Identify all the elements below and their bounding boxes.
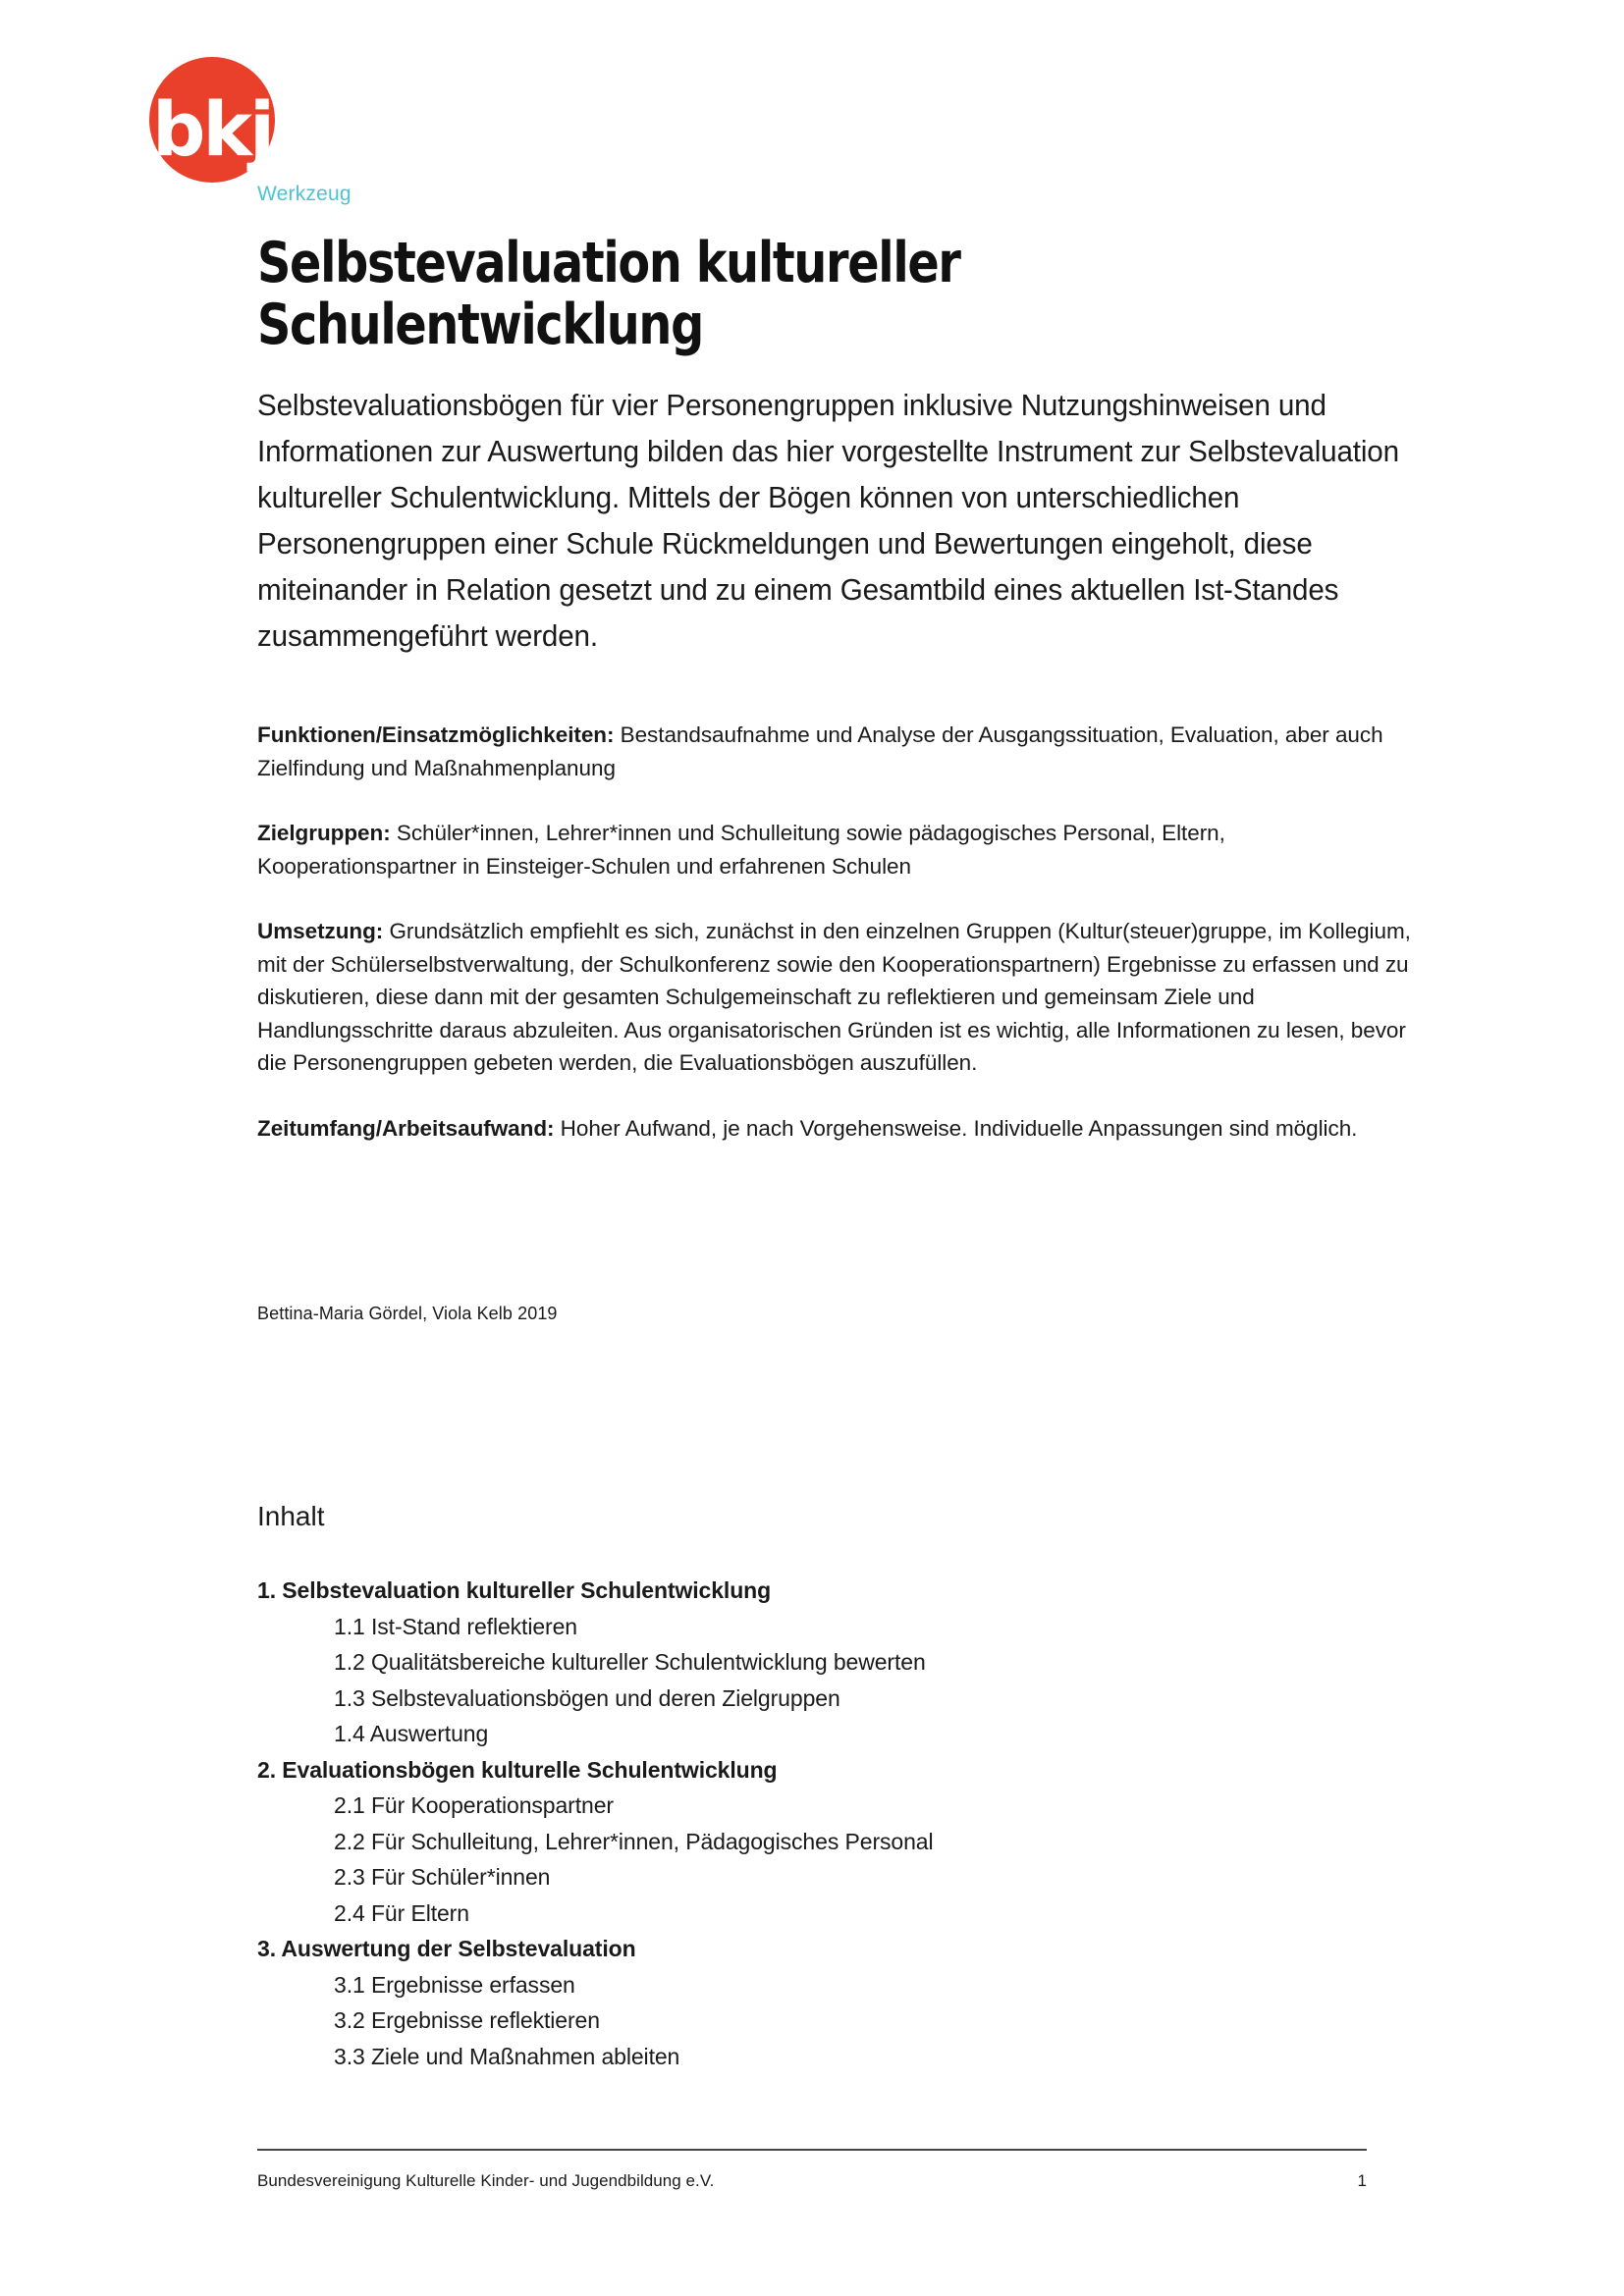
toc-heading: Inhalt <box>257 1501 325 1531</box>
meta-block <box>257 719 1416 784</box>
meta-block-label: Zielgruppen: <box>257 821 391 845</box>
toc-entry-level1[interactable]: 1. Selbstevaluation kultureller Schulentwicklung <box>257 1577 772 1603</box>
toc-entry-level1[interactable]: 2. Evaluationsbögen kulturelle Schulentwicklung <box>257 1756 778 1783</box>
logo-sublabel: Werkzeug <box>257 183 352 205</box>
meta-block-text: Schüler*innen, Lehrer*innen und Schulleitung sowie pädagogisches Personal, Eltern, Kooperationspartner in Einsteiger-Schulen und erfahrenen Schulen <box>257 821 1225 879</box>
footer-divider <box>257 2149 1367 2151</box>
table-of-contents <box>257 1573 1337 2074</box>
toc-entry-level2[interactable]: 2.3 Für Schüler*innen <box>334 1864 551 1890</box>
footer-page-number: 1 <box>1357 2171 1367 2190</box>
toc-entry-level2[interactable]: 3.3 Ziele und Maßnahmen ableiten <box>334 2043 680 2069</box>
meta-block-list <box>257 719 1416 1177</box>
meta-block <box>257 915 1416 1080</box>
logo-wordmark: bkj <box>152 86 272 173</box>
meta-block-label: Umsetzung: <box>257 919 384 943</box>
meta-block-label: Funktionen/Einsatzmöglichkeiten: <box>257 722 615 747</box>
meta-block-text: Hoher Aufwand, je nach Vorgehensweise. Individuelle Anpassungen sind möglich. <box>554 1115 1358 1141</box>
author-credit: Bettina-Maria Gördel, Viola Kelb 2019 <box>257 1304 558 1323</box>
meta-block <box>257 1112 1416 1146</box>
lead-paragraph: Selbstevaluationsbögen für vier Personengruppen inklusive Nutzungshinweisen und Informationen zur Auswertung bilden das hier vorgestellte Instrument zur Selbstevaluation kultureller Schulentwicklung. Mittels der Bögen können von unterschiedlichen Personengruppen einer Schule Rückmeldungen und Bewertungen eingeholt, diese miteinander in Relation gesetzt und zu einem Gesamtbild eines aktuellen Ist-Standes zusammengeführt werden. <box>257 389 1399 653</box>
meta-block-text: Grundsätzlich empfiehlt es sich, zunächst in den einzelnen Gruppen (Kultur(steuer)gruppe, im Kollegium, mit der Schülerselbstverwaltung, der Schulkonferenz sowie den Kooperationspartnern) Ergebnisse zu erfassen und zu diskutieren, diese dann mit der gesamten Schulgemeinschaft zu reflektieren und gemeinsam Ziele und Handlungsschritte daraus abzuleiten. Aus organisatorischen Gründen ist es wichtig, alle Informationen zu lesen, bevor die Personengruppen gebeten werden, die Evaluationsbögen auszufüllen. <box>257 919 1411 1075</box>
toc-entry-level2[interactable]: 3.1 Ergebnisse erfassen <box>334 1971 575 1998</box>
toc-entry-level2[interactable]: 1.3 Selbstevaluationsbögen und deren Zielgruppen <box>334 1684 840 1711</box>
toc-entry-level2[interactable]: 3.2 Ergebnisse reflektieren <box>334 2007 600 2033</box>
meta-block-text: Bestandsaufnahme und Analyse der Ausgangssituation, Evaluation, aber auch Zielfindung und Maßnahmenplanung <box>257 722 1383 780</box>
bkj-logo <box>149 57 562 205</box>
toc-entry-level2[interactable]: 2.1 Für Kooperationspartner <box>334 1792 614 1818</box>
toc-entry-level2[interactable]: 1.2 Qualitätsbereiche kultureller Schulentwicklung bewerten <box>334 1649 926 1675</box>
toc-entry-level2[interactable]: 1.1 Ist-Stand reflektieren <box>334 1613 577 1639</box>
toc-entry-level1[interactable]: 3. Auswertung der Selbstevaluation <box>257 1936 636 1961</box>
page-title: Selbstevaluation kultureller Schulentwicklung <box>257 231 960 357</box>
toc-entry-level2[interactable]: 2.4 Für Eltern <box>334 1899 469 1926</box>
footer-organisation: Bundesvereinigung Kulturelle Kinder- und Jugendbildung e.V. <box>257 2171 715 2190</box>
meta-block-label: Zeitumfang/Arbeitsaufwand: <box>257 1115 555 1141</box>
toc-entry-level2[interactable]: 2.2 Für Schulleitung, Lehrer*innen, Pädagogisches Personal <box>334 1828 934 1854</box>
page-footer <box>257 2168 1367 2194</box>
toc-entry-level2[interactable]: 1.4 Auswertung <box>334 1721 489 1746</box>
meta-block <box>257 817 1416 882</box>
